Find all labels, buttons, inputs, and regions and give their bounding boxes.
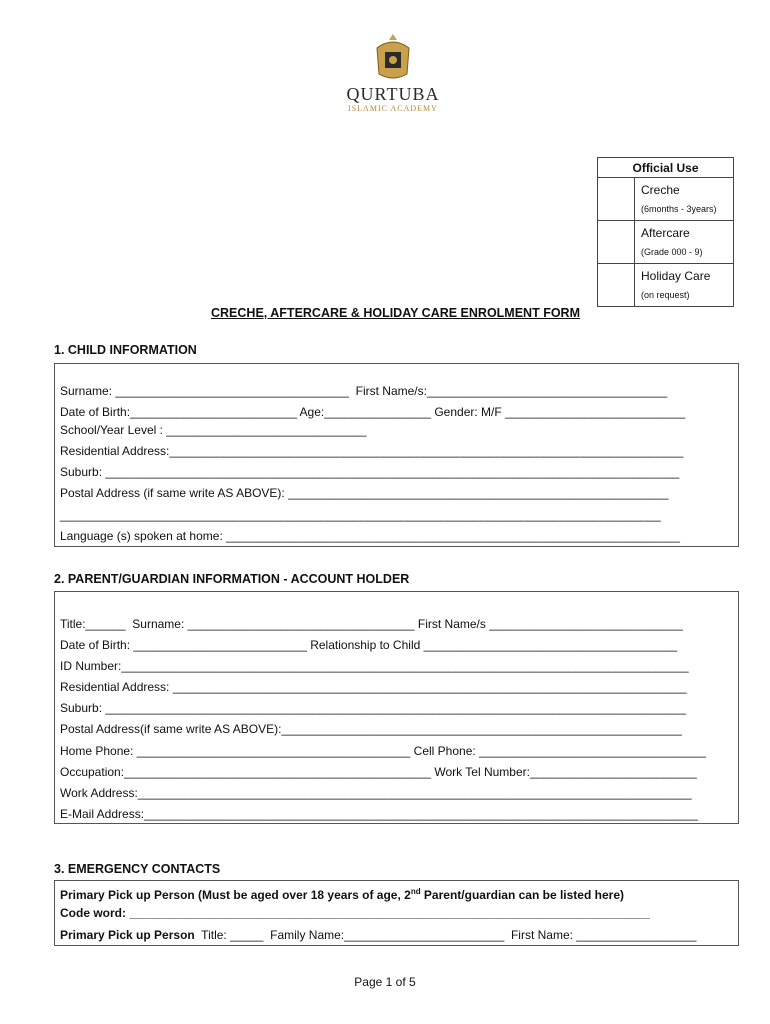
checkbox-holiday-care[interactable] (598, 264, 635, 307)
official-option-aftercare (598, 221, 734, 264)
official-use-heading: Official Use (598, 158, 734, 178)
residential-address-field[interactable]: Residential Address:_____________________________________________________________________________ (60, 444, 684, 458)
id-number-field[interactable]: ID Number:_____________________________________________________________________________________ (60, 659, 689, 673)
email-field[interactable]: E-Mail Address:___________________________________________________________________________________ (60, 807, 698, 821)
school-field[interactable]: School/Year Level : ______________________________ (60, 423, 367, 437)
academy-logo (345, 34, 441, 113)
code-word-field[interactable]: Code word: ______________________________________________________________________________ (60, 906, 650, 920)
surname-field[interactable]: Surname: ___________________________________ First Name/s:____________________________________ (60, 384, 668, 398)
official-option-creche (598, 178, 734, 221)
parent-name-field[interactable]: Title:______ Surname: __________________________________ First Name/s _____________________________ (60, 617, 683, 631)
dob-field[interactable]: Date of Birth:_________________________ Age:________________ Gender: M/F ___________________________ (60, 405, 686, 419)
pickup-note-text-2: Parent/guardian can be listed here) (420, 888, 624, 902)
pickup-person-field[interactable] (60, 928, 696, 943)
suburb-field[interactable]: Suburb: ______________________________________________________________________________________ (60, 465, 680, 479)
work-address-field[interactable]: Work Address:___________________________________________________________________________________ (60, 786, 692, 800)
section1-heading: 1. CHILD INFORMATION (54, 343, 197, 357)
crest-icon (371, 34, 415, 82)
section3-heading: 3. EMERGENCY CONTACTS (54, 862, 221, 876)
official-option-holiday-care (598, 264, 734, 307)
pickup-note-sup: nd (410, 887, 421, 896)
section2-heading: 2. PARENT/GUARDIAN INFORMATION - ACCOUNT HOLDER (54, 572, 410, 586)
official-use-table (597, 157, 734, 307)
logo-name: QURTUBA (346, 84, 440, 104)
primary-pickup-note (60, 884, 624, 903)
phone-field[interactable]: Home Phone: _________________________________________ Cell Phone: __________________________________ (60, 744, 706, 758)
option-label: Holiday Care (641, 269, 711, 283)
child-info-box (54, 363, 739, 547)
parent-postal-field[interactable]: Postal Address(if same write AS ABOVE):____________________________________________________________ (60, 722, 682, 736)
postal-address-continuation[interactable]: __________________________________________________________________________________________ (60, 508, 661, 522)
emergency-contacts-box (54, 880, 739, 946)
option-note: (Grade 000 - 9) (641, 247, 703, 257)
option-note: (6months - 3years) (641, 204, 717, 214)
option-note: (on request) (641, 290, 690, 300)
option-label: Aftercare (641, 226, 690, 240)
pickup-person-label: Primary Pick up Person (60, 928, 195, 942)
option-label: Creche (641, 183, 680, 197)
logo-subtitle: ISLAMIC ACADEMY (348, 104, 438, 113)
pickup-note-text: Primary Pick up Person (Must be aged over 18 years of age, 2 (60, 888, 411, 902)
parent-dob-field[interactable]: Date of Birth: __________________________ Relationship to Child ______________________________________ (60, 638, 678, 652)
postal-address-field[interactable]: Postal Address (if same write AS ABOVE): _________________________________________________________ (60, 486, 669, 500)
language-field[interactable]: Language (s) spoken at home: ____________________________________________________________________ (60, 529, 680, 543)
checkbox-creche[interactable] (598, 178, 635, 221)
form-title: CRECHE, AFTERCARE & HOLIDAY CARE ENROLMENT FORM (211, 306, 580, 320)
pickup-person-fields[interactable]: Title: _____ Family Name:________________________ First Name: __________________ (194, 928, 697, 942)
parent-suburb-field[interactable]: Suburb: _______________________________________________________________________________________ (60, 701, 686, 715)
parent-residential-field[interactable]: Residential Address: _____________________________________________________________________________ (60, 680, 687, 694)
parent-info-box (54, 591, 739, 824)
occupation-field[interactable]: Occupation:______________________________________________ Work Tel Number:_________________________ (60, 765, 697, 779)
page-number: Page 1 of 5 (354, 975, 416, 989)
checkbox-aftercare[interactable] (598, 221, 635, 264)
